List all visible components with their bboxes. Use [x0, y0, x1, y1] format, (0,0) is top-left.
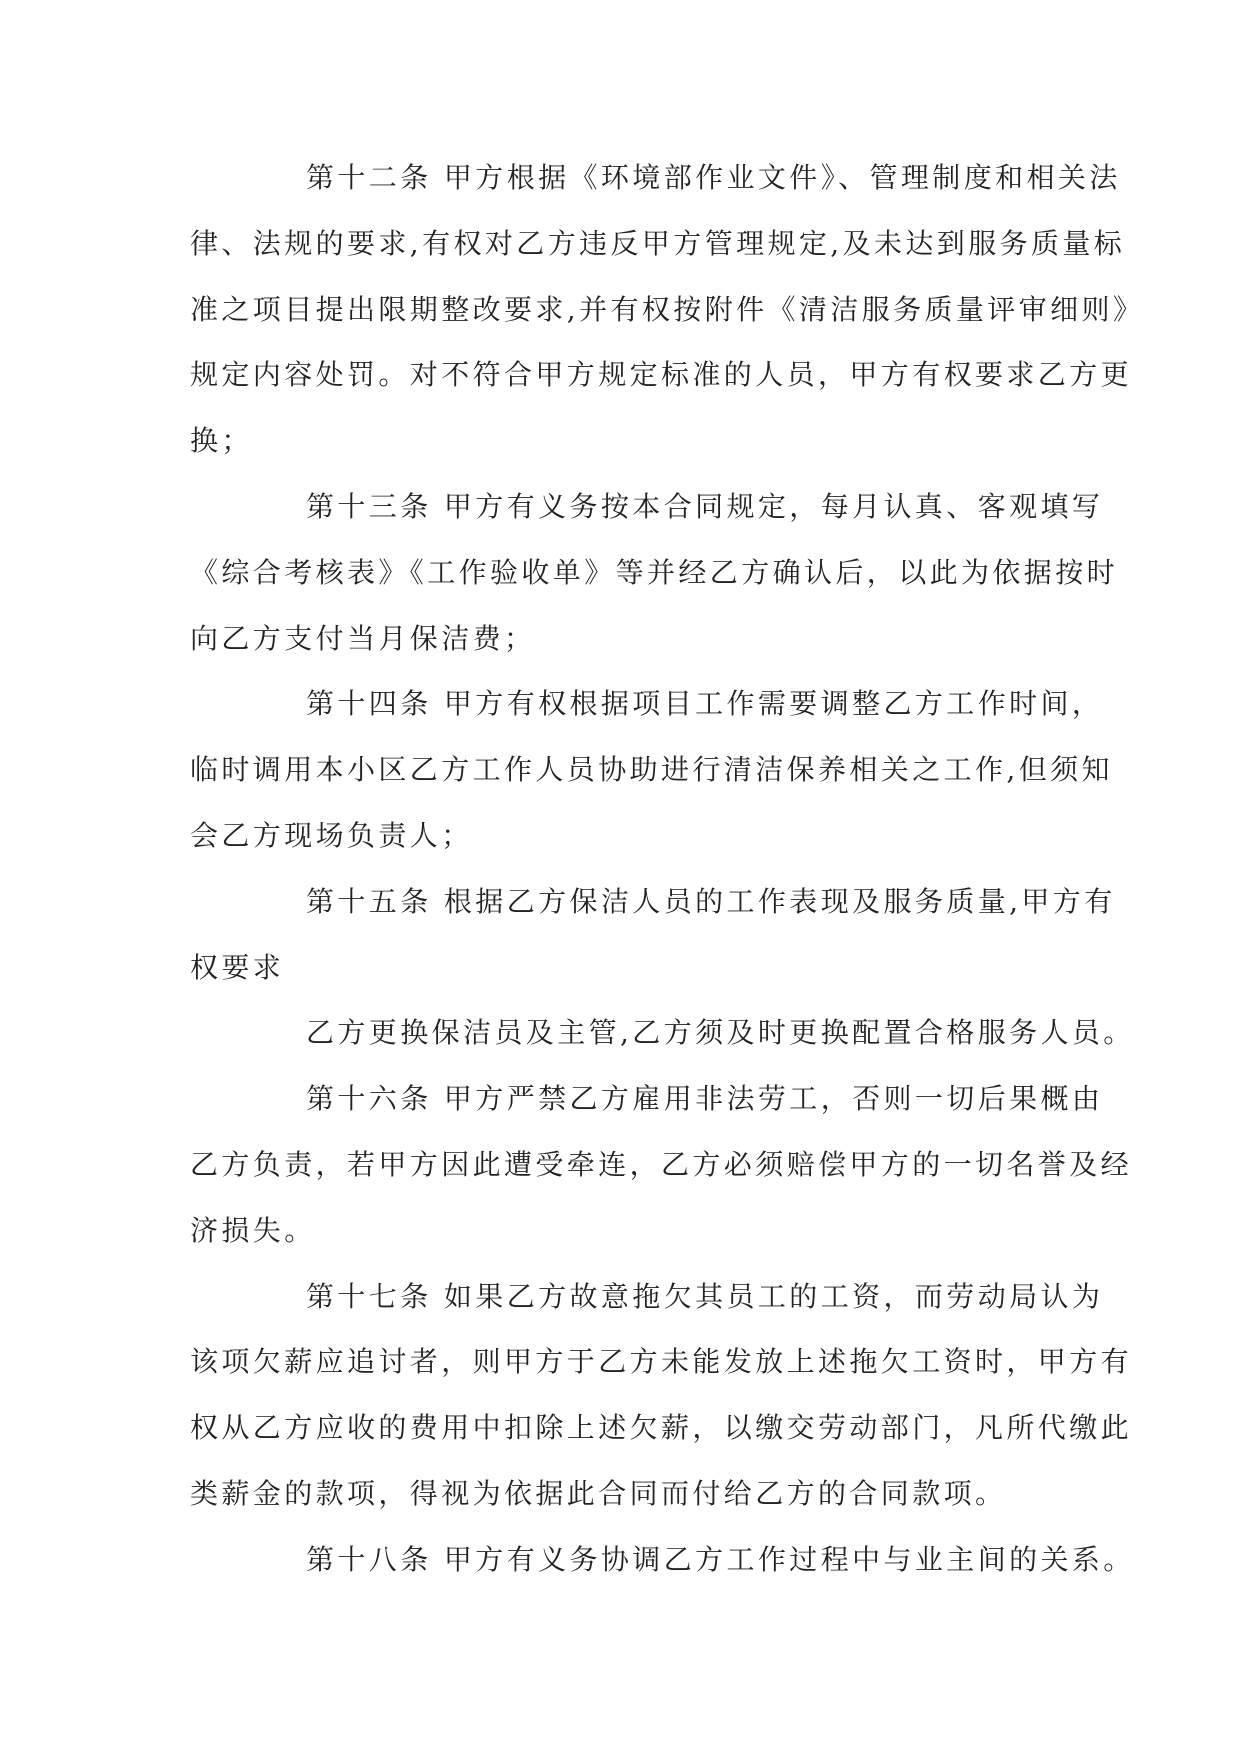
article-12-line-4: 规定内容处罚。对不符合甲方规定标准的人员，甲方有权要求乙方更: [190, 358, 1133, 392]
article-13-line-2: 《综合考核表》《工作验收单》等并经乙方确认后，以此为依据按时: [190, 555, 1119, 589]
article-14-line-3: 会乙方现场负责人；: [190, 818, 473, 852]
article-16-line-1: 第十六条 甲方严禁乙方雇用非法劳工，否则一切后果概由: [306, 1082, 1104, 1116]
article-12-line-3: 准之项目提出限期整改要求,并有权按附件《清洁服务质量评审细则》: [190, 292, 1145, 326]
article-14-line-2: 临时调用本小区乙方工作人员协助进行清洁保养相关之工作,但须知: [190, 753, 1113, 787]
article-17-line-2: 该项欠薪应追讨者，则甲方于乙方未能发放上述拖欠工资时，甲方有: [190, 1345, 1133, 1379]
article-13-line-1: 第十三条 甲方有义务按本合同规定，每月认真、客观填写: [306, 489, 1104, 523]
article-12-line-2: 律、法规的要求,有权对乙方违反甲方管理规定,及未达到服务质量标: [190, 226, 1126, 260]
article-14-line-1: 第十四条 甲方有权根据项目工作需要调整乙方工作时间，: [306, 687, 1104, 721]
article-16-line-3: 济损失。: [190, 1213, 316, 1247]
article-17-line-3: 权从乙方应收的费用中扣除上述欠薪，以缴交劳动部门，凡所代缴此: [190, 1411, 1133, 1445]
article-16-line-2: 乙方负责，若甲方因此遭受牵连，乙方必须赔偿甲方的一切名誉及经: [190, 1147, 1133, 1181]
article-15-line-2: 权要求: [190, 950, 285, 984]
article-12-line-5: 换；: [190, 424, 253, 458]
article-18-line-1: 第十八条 甲方有义务协调乙方工作过程中与业主间的关系。: [306, 1542, 1135, 1576]
article-13-line-3: 向乙方支付当月保洁费；: [190, 621, 536, 655]
article-17-line-4: 类薪金的款项，得视为依据此合同而付给乙方的合同款项。: [190, 1476, 1007, 1510]
document-body: [190, 158, 1145, 1606]
article-12-line-1: 第十二条 甲方根据《环境部作业文件》、管理制度和相关法: [306, 161, 1121, 194]
article-17-line-1: 第十七条 如果乙方故意拖欠其员工的工资，而劳动局认为: [306, 1279, 1104, 1313]
article-15-line-1: 第十五条 根据乙方保洁人员的工作表现及服务质量,甲方有: [306, 884, 1116, 918]
article-15-line-3: 乙方更换保洁员及主管,乙方须及时更换配置合格服务人员。: [306, 1016, 1135, 1050]
